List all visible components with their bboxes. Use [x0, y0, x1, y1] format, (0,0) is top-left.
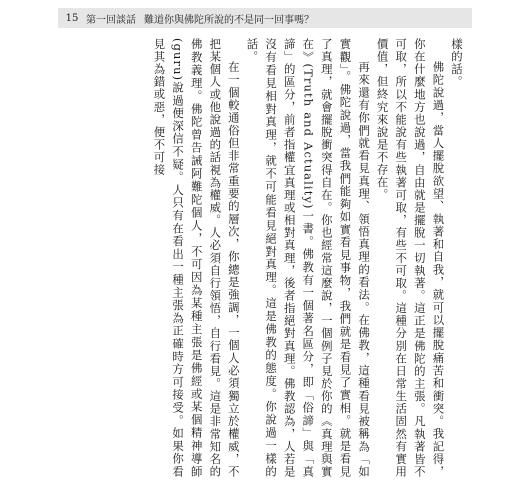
page-number: 15	[65, 12, 79, 24]
paragraph-4: 在一個較通俗但非常重要的層次，你總是強調，一個人必須獨立於權威，不把某個人或他說過的話視為權威。人必須自行領悟，自行看見。這是非常知名的佛教義理。佛陀曾告誡阿難陀個人，不可因為某種主張是佛經或某個精神導師(guru)說過便深信不疑。人只有在看出一種主張為正確時方可接受。如果你看見其為錯或惡，便不可接	[152, 38, 241, 478]
chapter-label: 第一回談話	[86, 14, 136, 26]
body-text	[130, 38, 466, 478]
section-title: 難道你與佛陀所說的不是同一回事嗎？	[144, 14, 314, 26]
paragraph-2: 佛陀說過，當人擺脫欲望、執著和自我，就可以擺脫痛苦和衝突。我記得，你在什麼地方也說過，自由就是擺脫一切執著。這正是佛陀的主張。凡執著皆不可取，所以不能說有些執著可取，有些不可取。這種分別在日常生活固然有實用價值，但終究來說是不存在。	[375, 38, 446, 478]
page-header	[58, 8, 472, 28]
paragraph-3: 再來還有你們就看見真理、領悟真理的看法。在佛教，這種看見被稱為「如實觀」。佛陀說過，當我們能夠如實看見事物，我們就是看見了實相。就是看見了真理，就會擺脫衝突得自在。你也經常這麼說，一個例子見於你的《真理與實在》(Truth and Actuality)一書。佛教有一個著名區分，即「俗諦」與「真諦」的區分，前者指權宜真理或相對真理，後者指絕對真理。佛教認為，人若是沒有看見相對真理，就不可能看見絕對真理。這是佛教的態度。你說過一樣的話。	[245, 38, 372, 478]
paragraph-1: 樣的話。	[450, 38, 464, 89]
